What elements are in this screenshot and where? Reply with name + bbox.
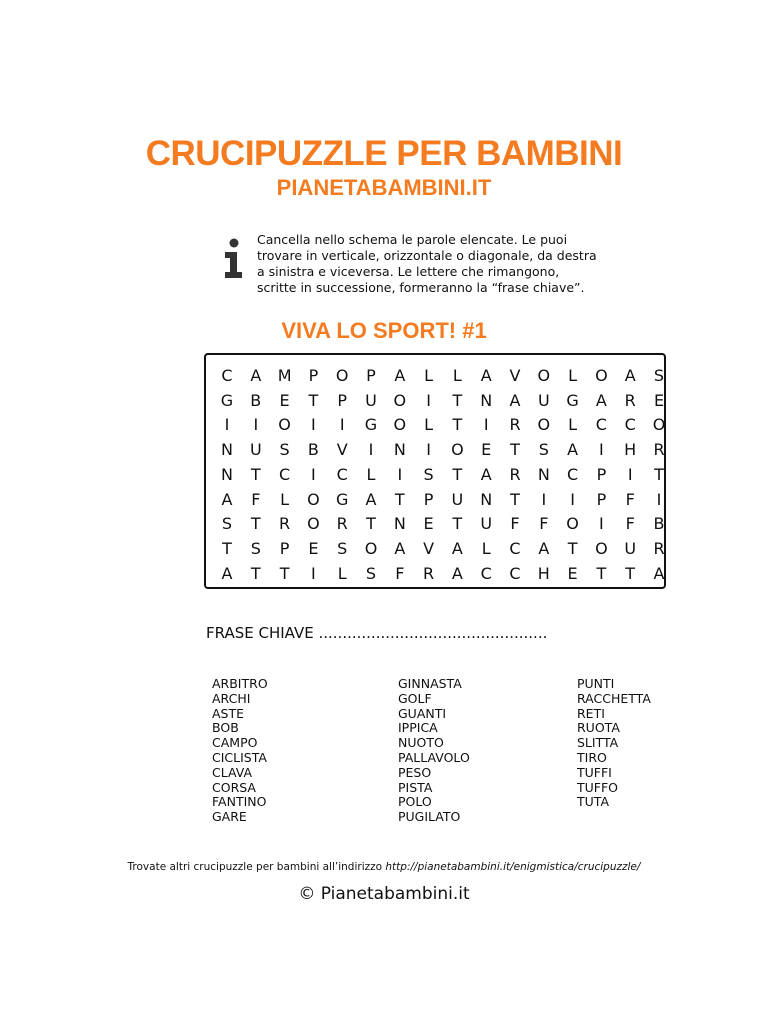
word-item: TUFFO bbox=[577, 779, 619, 795]
grid-cell[interactable]: I bbox=[339, 415, 345, 435]
grid-cell[interactable]: A bbox=[567, 440, 579, 460]
frase-chiave-label: FRASE CHIAVE bbox=[206, 624, 314, 642]
grid-cell[interactable]: N bbox=[221, 464, 233, 484]
grid-cell[interactable]: O bbox=[595, 366, 608, 385]
grid-cell[interactable]: P bbox=[366, 366, 376, 385]
grid-cell[interactable]: E bbox=[308, 538, 319, 558]
grid-cell[interactable]: O bbox=[307, 514, 320, 534]
word-item: ARBITRO bbox=[212, 676, 268, 691]
grid-cell[interactable]: A bbox=[365, 489, 377, 509]
grid-cell[interactable]: U bbox=[537, 390, 550, 410]
grid-cell[interactable]: P bbox=[596, 489, 607, 509]
grid-cell[interactable]: O bbox=[451, 440, 464, 460]
grid-cell[interactable]: C bbox=[595, 415, 607, 435]
grid-cell[interactable]: N bbox=[480, 390, 493, 410]
grid-cell[interactable]: T bbox=[510, 440, 520, 460]
grid-cell[interactable]: R bbox=[423, 563, 435, 583]
grid-cell[interactable]: T bbox=[308, 390, 319, 410]
word-item: SLITTA bbox=[577, 735, 619, 751]
grid-cell[interactable]: R bbox=[509, 415, 521, 435]
grid-cell[interactable]: G bbox=[220, 390, 234, 410]
grid-cell[interactable]: A bbox=[480, 464, 492, 484]
grid-cell[interactable]: I bbox=[368, 440, 374, 460]
grid-cell[interactable]: A bbox=[653, 563, 665, 583]
grid-cell[interactable]: R bbox=[653, 538, 665, 558]
frase-chiave-blank: ................................................ bbox=[318, 624, 548, 642]
grid-cell[interactable]: T bbox=[250, 464, 261, 484]
grid-cell[interactable]: I bbox=[253, 415, 259, 435]
grid-cell[interactable]: B bbox=[250, 390, 262, 410]
grid-cell[interactable]: T bbox=[452, 464, 463, 484]
grid-cell[interactable]: U bbox=[624, 538, 637, 558]
grid-cell[interactable]: I bbox=[426, 440, 431, 460]
word-item: PISTA bbox=[398, 779, 433, 795]
grid-cell[interactable]: S bbox=[221, 514, 233, 534]
grid-cell[interactable]: N bbox=[221, 440, 233, 460]
grid-cell[interactable]: T bbox=[510, 489, 520, 509]
word-item: PUGILATO bbox=[398, 809, 461, 825]
word-item: ASTE bbox=[212, 705, 245, 721]
instructions-line: trovare in verticale, orizzontale o diagonale, da destra bbox=[257, 248, 597, 263]
word-item: RACCHETTA bbox=[577, 690, 651, 706]
grid-cell[interactable]: I bbox=[541, 489, 547, 509]
grid-cell[interactable]: P bbox=[308, 366, 319, 385]
word-list-column-2 bbox=[398, 677, 470, 825]
word-item: CORSA bbox=[212, 779, 256, 795]
grid-cell[interactable]: M bbox=[277, 366, 292, 385]
grid-cell[interactable]: T bbox=[222, 538, 232, 558]
grid-cell[interactable]: A bbox=[250, 366, 262, 385]
grid-cell[interactable]: A bbox=[624, 366, 636, 385]
grid-cell[interactable]: A bbox=[394, 538, 406, 558]
grid-cell[interactable]: C bbox=[624, 415, 636, 435]
grid-cell[interactable]: O bbox=[335, 366, 349, 385]
word-item: TUFFI bbox=[577, 764, 612, 780]
word-item: IPPICA bbox=[398, 720, 438, 736]
grid-cell[interactable]: T bbox=[250, 563, 261, 583]
grid-cell[interactable]: I bbox=[483, 415, 489, 435]
word-item: TIRO bbox=[577, 749, 607, 765]
grid-cell[interactable]: O bbox=[595, 538, 608, 558]
grid-cell[interactable]: O bbox=[537, 366, 551, 385]
grid-cell[interactable]: V bbox=[423, 538, 435, 558]
grid-cell[interactable]: G bbox=[335, 489, 349, 509]
grid-cell[interactable]: C bbox=[567, 464, 579, 484]
instructions-line: a sinistra e viceversa. Le lettere che rimangono, bbox=[257, 264, 560, 279]
grid-cell[interactable]: R bbox=[624, 390, 636, 410]
grid-cell[interactable]: F bbox=[625, 514, 635, 534]
grid-cell[interactable]: C bbox=[480, 563, 492, 583]
grid-cell[interactable]: T bbox=[625, 563, 636, 583]
grid-cell[interactable]: R bbox=[336, 514, 348, 534]
word-search-grid[interactable] bbox=[204, 353, 666, 589]
grid-cell[interactable]: F bbox=[625, 489, 635, 509]
grid-cell[interactable]: I bbox=[570, 489, 575, 509]
grid-cell[interactable]: S bbox=[653, 366, 665, 385]
word-item: GINNASTA bbox=[398, 676, 462, 691]
grid-cell[interactable]: R bbox=[509, 464, 521, 484]
grid-cell[interactable]: N bbox=[393, 514, 406, 534]
word-item: GUANTI bbox=[398, 705, 447, 721]
word-item: CAMPO bbox=[212, 735, 258, 751]
grid-cell[interactable]: O bbox=[278, 415, 291, 435]
grid-cell[interactable]: S bbox=[365, 563, 377, 583]
grid-cell[interactable]: T bbox=[654, 464, 664, 484]
grid-cell[interactable]: T bbox=[596, 563, 607, 583]
grid-cell[interactable]: A bbox=[480, 366, 492, 385]
grid-cell[interactable]: U bbox=[480, 514, 493, 534]
grid-cell[interactable]: A bbox=[509, 390, 521, 410]
grid-cell[interactable]: T bbox=[366, 514, 376, 534]
grid-cell[interactable]: P bbox=[596, 464, 607, 484]
grid-cell[interactable]: L bbox=[452, 366, 462, 385]
instructions-line: Cancella nello schema le parole elencate. Le puoi bbox=[257, 232, 568, 247]
grid-cell[interactable]: V bbox=[509, 366, 521, 385]
frase-chiave bbox=[206, 624, 547, 642]
grid-cell[interactable]: S bbox=[538, 440, 549, 460]
grid-cell[interactable]: F bbox=[395, 563, 405, 583]
grid-cell[interactable]: U bbox=[451, 489, 464, 509]
grid-cell[interactable]: B bbox=[307, 440, 319, 460]
info-icon bbox=[222, 238, 246, 280]
instructions bbox=[257, 232, 637, 296]
grid-cell[interactable]: O bbox=[652, 415, 666, 435]
grid-cell[interactable]: S bbox=[423, 464, 434, 484]
word-item: PESO bbox=[398, 764, 432, 780]
grid-cell[interactable]: I bbox=[426, 390, 431, 410]
grid-cell[interactable]: E bbox=[423, 514, 434, 534]
grid-cell[interactable]: O bbox=[566, 514, 579, 534]
grid-cell[interactable]: I bbox=[656, 489, 662, 509]
word-list-column-1 bbox=[212, 677, 268, 825]
word-item: CLAVA bbox=[212, 764, 253, 780]
grid-cell[interactable]: F bbox=[510, 514, 520, 534]
grid-cell[interactable]: V bbox=[336, 440, 348, 460]
word-item: BOB bbox=[212, 720, 239, 736]
grid-cell[interactable]: L bbox=[337, 563, 347, 583]
grid-cell[interactable]: O bbox=[364, 538, 378, 558]
grid-cell[interactable]: L bbox=[424, 415, 434, 435]
grid-cell[interactable]: I bbox=[599, 440, 604, 460]
puzzle-title: VIVA LO SPORT! #1 bbox=[281, 318, 487, 343]
grid-cell[interactable]: O bbox=[307, 489, 320, 509]
grid-cell[interactable]: G bbox=[364, 415, 378, 435]
word-item: PUNTI bbox=[577, 676, 615, 691]
grid-cell[interactable]: F bbox=[539, 514, 549, 534]
grid-cell[interactable]: I bbox=[224, 415, 230, 435]
grid-cell[interactable]: A bbox=[451, 538, 463, 558]
grid-cell[interactable]: I bbox=[599, 514, 604, 534]
grid-cell[interactable]: P bbox=[279, 538, 290, 558]
grid-cell[interactable]: R bbox=[279, 514, 291, 534]
grid-cell[interactable]: T bbox=[279, 563, 290, 583]
grid-cell[interactable]: E bbox=[567, 563, 578, 583]
word-item: PALLAVOLO bbox=[398, 749, 470, 765]
grid-cell[interactable]: I bbox=[311, 464, 316, 484]
grid-cell[interactable]: T bbox=[452, 390, 463, 410]
grid-cell[interactable]: G bbox=[566, 390, 579, 410]
word-item: GARE bbox=[212, 809, 247, 825]
grid-cell[interactable]: L bbox=[280, 489, 290, 509]
grid-cell[interactable]: S bbox=[279, 440, 290, 460]
grid-cell[interactable]: C bbox=[509, 538, 521, 558]
grid-cell[interactable]: E bbox=[279, 390, 290, 410]
grid-cell[interactable]: I bbox=[311, 415, 316, 435]
grid-cell[interactable]: E bbox=[481, 440, 492, 460]
grid-cell[interactable]: C bbox=[336, 464, 348, 484]
grid-cell[interactable]: R bbox=[653, 440, 665, 460]
grid-cell[interactable]: H bbox=[624, 440, 637, 460]
word-item: RUOTA bbox=[577, 720, 620, 736]
grid-cell[interactable]: S bbox=[337, 538, 348, 558]
grid-cell[interactable]: N bbox=[480, 489, 493, 509]
grid-cell[interactable]: T bbox=[394, 489, 405, 509]
grid-cell[interactable]: T bbox=[452, 514, 463, 534]
grid-cell[interactable]: E bbox=[653, 390, 665, 410]
word-item: FANTINO bbox=[212, 794, 267, 810]
grid-cell[interactable]: T bbox=[567, 538, 578, 558]
grid-cell[interactable]: L bbox=[366, 464, 376, 484]
grid-cell[interactable]: L bbox=[481, 538, 491, 558]
grid-cell[interactable]: N bbox=[393, 440, 406, 460]
grid-cell[interactable]: T bbox=[452, 415, 463, 435]
grid-cell[interactable]: A bbox=[394, 366, 406, 385]
grid-cell[interactable]: I bbox=[627, 464, 633, 484]
footer-note bbox=[0, 861, 768, 873]
grid-cell[interactable]: A bbox=[221, 489, 233, 509]
word-list-column-3 bbox=[577, 677, 651, 810]
grid-cell[interactable]: A bbox=[221, 563, 233, 583]
grid-cell[interactable]: S bbox=[250, 538, 261, 558]
grid-cell[interactable]: I bbox=[397, 464, 403, 484]
word-item: CICLISTA bbox=[212, 749, 267, 765]
grid-cell[interactable]: N bbox=[537, 464, 550, 484]
grid-cell[interactable]: P bbox=[423, 489, 434, 509]
word-item: NUOTO bbox=[398, 735, 444, 751]
copyright: © Pianetabambini.it bbox=[298, 884, 470, 904]
grid-cell[interactable]: A bbox=[538, 538, 550, 558]
grid-cell[interactable]: U bbox=[365, 390, 377, 410]
word-item: ARCHI bbox=[212, 690, 251, 706]
grid-cell[interactable]: B bbox=[653, 514, 665, 534]
grid-cell[interactable]: A bbox=[595, 390, 607, 410]
grid-cell[interactable]: O bbox=[537, 415, 551, 435]
grid-cell[interactable]: I bbox=[311, 563, 316, 583]
word-item: RETI bbox=[577, 705, 605, 721]
page-title: CRUCIPUZZLE PER BAMBINI bbox=[145, 134, 623, 173]
instructions-line: scritte in successione, formeranno la “frase chiave”. bbox=[257, 280, 585, 295]
grid-cell[interactable]: T bbox=[250, 514, 261, 534]
grid-cell[interactable]: A bbox=[451, 563, 463, 583]
grid-cell[interactable]: C bbox=[279, 464, 291, 484]
grid-cell[interactable]: O bbox=[393, 415, 407, 435]
grid-cell[interactable]: C bbox=[509, 563, 521, 583]
grid-cell[interactable]: U bbox=[249, 440, 262, 460]
word-item: GOLF bbox=[398, 690, 432, 706]
grid-cell[interactable]: H bbox=[537, 563, 550, 583]
grid-cell[interactable]: P bbox=[337, 390, 348, 410]
grid-cell[interactable]: C bbox=[221, 366, 233, 385]
grid-cell[interactable]: O bbox=[393, 390, 407, 410]
grid-cell[interactable]: L bbox=[568, 415, 578, 435]
grid-cell[interactable]: F bbox=[251, 489, 261, 509]
grid-cell[interactable]: L bbox=[568, 366, 578, 385]
word-item: POLO bbox=[398, 794, 432, 810]
grid-cell[interactable]: L bbox=[424, 366, 434, 385]
word-item: TUTA bbox=[577, 794, 610, 810]
footer-text: Trovate altri crucipuzzle per bambini all’indirizzo bbox=[127, 861, 386, 873]
footer-url[interactable]: http://pianetabambini.it/enigmistica/crucipuzzle/ bbox=[385, 861, 641, 873]
site-name: PIANETABAMBINI.IT bbox=[276, 175, 492, 200]
